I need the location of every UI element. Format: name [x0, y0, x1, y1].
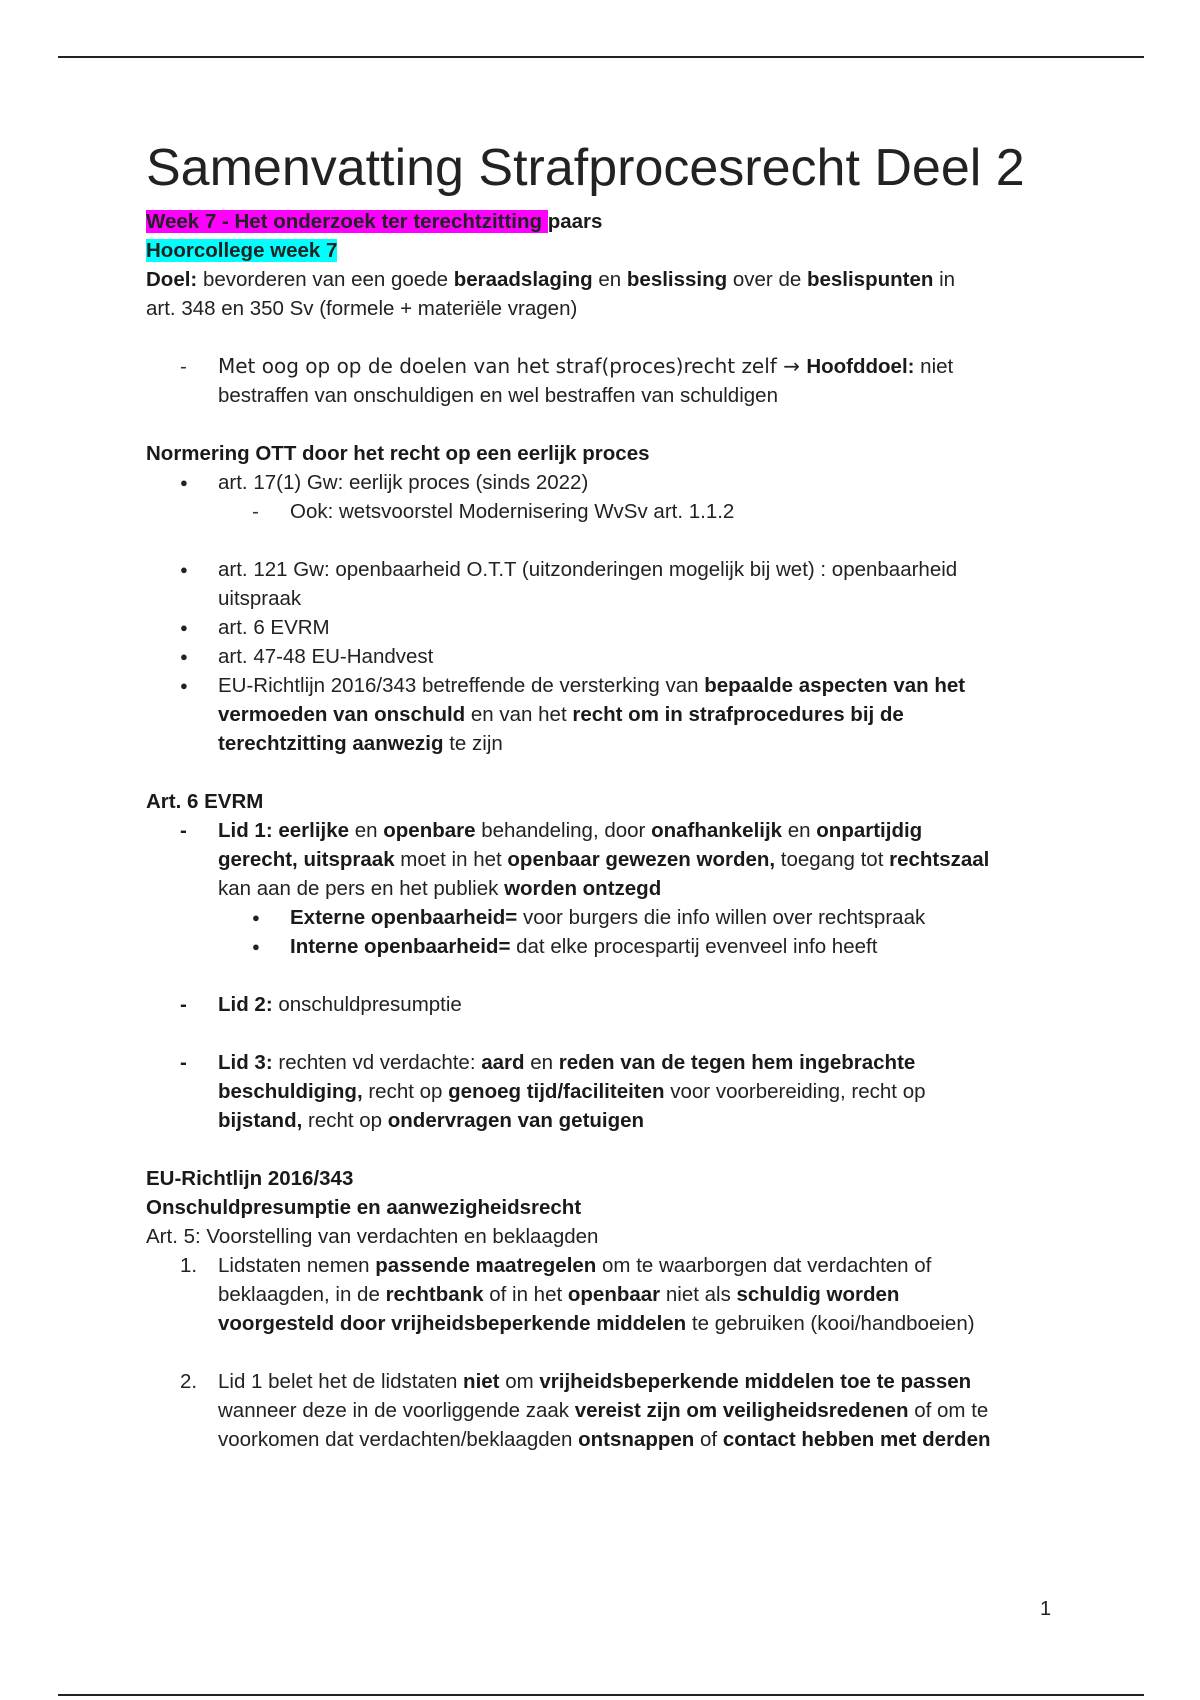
list-item: - Ook: wetsvoorstel Modernisering WvSv art. 1.1.2: [252, 500, 735, 524]
list-item: - Lid 2: onschuldpresumptie: [180, 993, 462, 1017]
dash-marker: -: [180, 355, 187, 379]
section-heading: Normering OTT door het recht op een eerlijk proces: [146, 442, 650, 466]
list-item: ● Interne openbaarheid= dat elke procespartij evenveel info heeft: [146, 932, 1066, 961]
list-item: - Lid 3: rechten vd verdachte: aard en reden van de tegen hem ingebrachte beschuldiging, recht op genoeg tijd/faciliteiten voor voorbereiding, recht op bijstand, recht op ondervragen van getuigen: [180, 1051, 926, 1133]
lecture-heading: Hoorcollege week 7: [146, 239, 338, 263]
list-item: ● Externe openbaarheid= voor burgers die info willen over rechtspraak: [146, 903, 1066, 932]
numbered-item: 2. Lid 1 belet het de lidstaten niet om vrijheidsbeperkende middelen toe te passen wanneer deze in de voorliggende zaak vereist zijn om veiligheidsredenen of om te voorkomen dat verdachten/beklaagden ontsnappen of contact hebben met derden: [180, 1370, 991, 1452]
week-heading-highlight: Week 7 - Het onderzoek ter terechtzitting: [146, 210, 548, 234]
numbered-item: 1. Lidstaten nemen passende maatregelen om te waarborgen dat verdachten of beklaagden, in de rechtbank of in het openbaar niet als schuldig worden voorgesteld door vrijheidsbeperkende middelen te gebruiken (kooi/handboeien): [180, 1254, 975, 1336]
list-item: ● art. 17(1) Gw: eerlijk proces (sinds 2022): [146, 468, 1066, 497]
bullet-icon: [252, 932, 276, 963]
doel-paragraph-line2: art. 348 en 350 Sv (formele + materiële vragen): [146, 297, 578, 321]
bullet-icon: [180, 468, 204, 499]
list-item: - Lid 1: eerlijke en openbare behandeling, door onafhankelijk en onpartijdig gerecht, uitspraak moet in het openbaar gewezen worden, toegang tot rechtszaal kan aan de pers en het publiek worden ontzegd: [180, 819, 990, 901]
bullet-icon: [180, 613, 204, 644]
page-number: 1: [1040, 1598, 1052, 1620]
article-heading: Art. 5: Voorstelling van verdachten en beklaagden: [146, 1225, 599, 1249]
document-title: Samenvatting Strafprocesrecht Deel 2: [146, 139, 1025, 197]
week-heading: Week 7 - Het onderzoek ter terechtzitting paars: [146, 210, 603, 234]
list-item: ● art. 121 Gw: openbaarheid O.T.T (uitzonderingen mogelijk bij wet) : openbaarheid uitspraak: [146, 555, 1066, 613]
section-heading: EU-Richtlijn 2016/343: [146, 1167, 354, 1191]
bullet-icon: [180, 642, 204, 673]
list-item: ● EU-Richtlijn 2016/343 betreffende de versterking van bepaalde aspecten van het vermoeden van onschuld en van het recht om in strafprocedures bij de terechtzitting aanwezig te zijn: [146, 671, 1066, 758]
list-item: ● art. 6 EVRM: [146, 613, 1066, 642]
bullet-icon: [180, 555, 204, 586]
list-item: ● art. 47-48 EU-Handvest: [146, 642, 1066, 671]
footer-rule: [58, 1694, 1144, 1696]
bullet-icon: [252, 903, 276, 934]
header-rule: [58, 56, 1144, 58]
section-heading: Art. 6 EVRM: [146, 790, 264, 814]
document-page: [146, 140, 1066, 1454]
list-item: - Met oog op op de doelen van het straf(proces)recht zelf → Hoofddoel: niet bestraffen van onschuldigen en wel bestraffen van schuldigen: [180, 354, 954, 408]
bullet-icon: [180, 671, 204, 702]
section-subheading: Onschuldpresumptie en aanwezigheidsrecht: [146, 1196, 582, 1220]
doel-paragraph: Doel: bevorderen van een goede beraadslaging en beslissing over de beslispunten in: [146, 268, 956, 292]
